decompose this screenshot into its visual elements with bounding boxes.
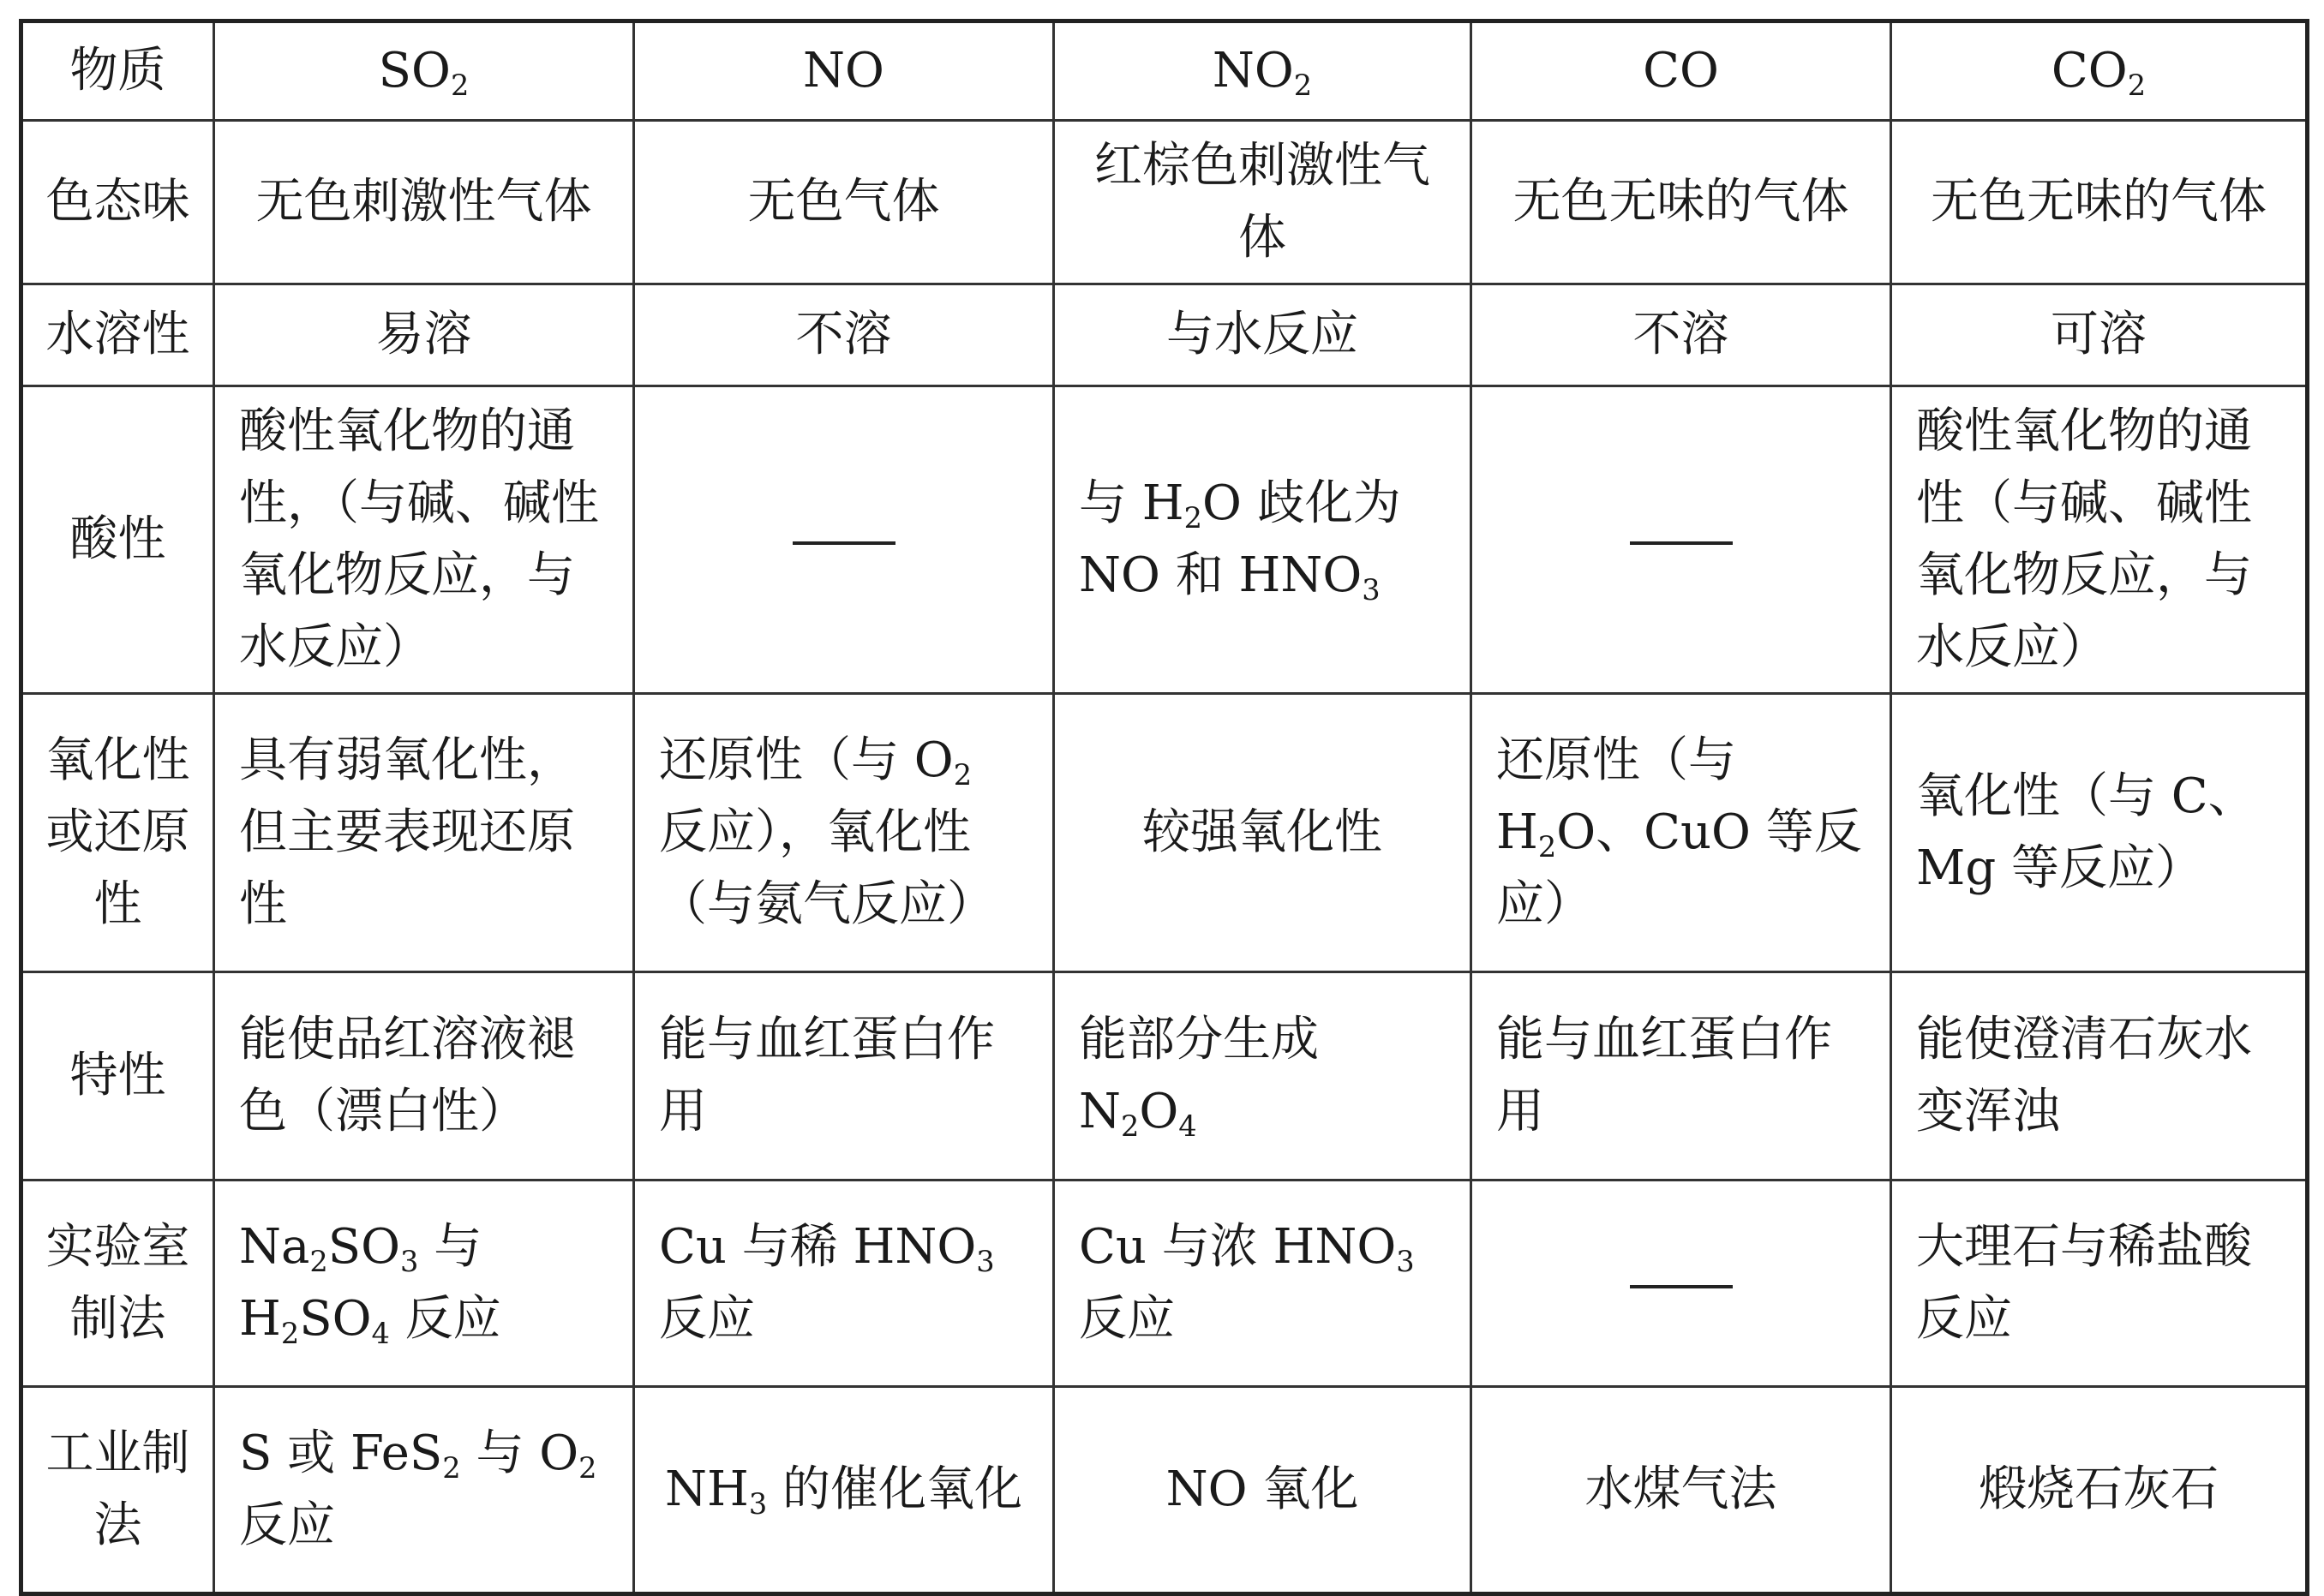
header-label-cell: 物质 bbox=[21, 21, 214, 121]
cell-ind-co2: 煅烧石灰石 bbox=[1891, 1387, 2308, 1594]
cell-feature-so2: 能使品红溶液褪色（漂白性） bbox=[214, 972, 634, 1181]
cell-redox-co2: 氧化性（与 C、Mg 等反应） bbox=[1891, 694, 2308, 972]
row-label-redox: 氧化性或还原性 bbox=[21, 694, 214, 972]
cell-lab-no: Cu 与稀 $HNO_3$ 反应 bbox=[634, 1181, 1054, 1387]
header-substance-co2: $CO_2$ bbox=[1891, 21, 2308, 121]
header-row bbox=[21, 21, 2308, 121]
cell-color-so2: 无色刺激性气体 bbox=[214, 121, 634, 284]
row-label-ind: 工业制法 bbox=[21, 1387, 214, 1594]
cell-lab-co2: 大理石与稀盐酸反应 bbox=[1891, 1181, 2308, 1387]
cell-color-co2: 无色无味的气体 bbox=[1891, 121, 2308, 284]
cell-sol-no2: 与水反应 bbox=[1054, 284, 1471, 386]
cell-feature-no2: 能部分生成 $N_2O_4$ bbox=[1054, 972, 1471, 1181]
cell-lab-co bbox=[1471, 1181, 1891, 1387]
cell-color-no: 无色气体 bbox=[634, 121, 1054, 284]
row-redox bbox=[21, 694, 2308, 972]
cell-ind-so2: S 或 FeS$_2$ 与 $O_2$ 反应 bbox=[214, 1387, 634, 1594]
row-ind bbox=[21, 1387, 2308, 1594]
row-color bbox=[21, 121, 2308, 284]
dash-mark bbox=[1630, 1285, 1733, 1288]
cell-acid-co bbox=[1471, 386, 1891, 694]
cell-redox-so2: 具有弱氧化性，但主要表现还原性 bbox=[214, 694, 634, 972]
cell-color-co: 无色无味的气体 bbox=[1471, 121, 1891, 284]
cell-acid-so2: 酸性氧化物的通性，（与碱、碱性氧化物反应，与水反应） bbox=[214, 386, 634, 694]
header-substance-co: CO bbox=[1471, 21, 1891, 121]
cell-lab-so2: $Na_2SO_3$ 与 $H_2SO_4$ 反应 bbox=[214, 1181, 634, 1387]
gas-properties-table bbox=[19, 19, 2309, 1596]
row-lab bbox=[21, 1181, 2308, 1387]
cell-color-no2: 红棕色刺激性气体 bbox=[1054, 121, 1471, 284]
cell-sol-co: 不溶 bbox=[1471, 284, 1891, 386]
row-label-sol: 水溶性 bbox=[21, 284, 214, 386]
header-substance-so2: $SO_2$ bbox=[214, 21, 634, 121]
cell-feature-co2: 能使澄清石灰水变浑浊 bbox=[1891, 972, 2308, 1181]
cell-ind-co: 水煤气法 bbox=[1471, 1387, 1891, 1594]
row-feature bbox=[21, 972, 2308, 1181]
cell-acid-co2: 酸性氧化物的通性（与碱、碱性氧化物反应，与水反应） bbox=[1891, 386, 2308, 694]
cell-lab-no2: Cu 与浓 $HNO_3$ 反应 bbox=[1054, 1181, 1471, 1387]
cell-acid-no2: 与 $H_2O$ 歧化为 NO 和 $HNO_3$ bbox=[1054, 386, 1471, 694]
dash-mark bbox=[1630, 541, 1733, 545]
row-label-feature: 特性 bbox=[21, 972, 214, 1181]
cell-redox-no2: 较强氧化性 bbox=[1054, 694, 1471, 972]
cell-ind-no2: NO 氧化 bbox=[1054, 1387, 1471, 1594]
row-sol bbox=[21, 284, 2308, 386]
header-substance-no2: $NO_2$ bbox=[1054, 21, 1471, 121]
row-label-acid: 酸性 bbox=[21, 386, 214, 694]
cell-feature-no: 能与血红蛋白作用 bbox=[634, 972, 1054, 1181]
dash-mark bbox=[793, 541, 895, 545]
row-label-color: 色态味 bbox=[21, 121, 214, 284]
cell-acid-no bbox=[634, 386, 1054, 694]
row-acid bbox=[21, 386, 2308, 694]
cell-sol-no: 不溶 bbox=[634, 284, 1054, 386]
gas-properties-table-container bbox=[19, 19, 2305, 1566]
cell-redox-no: 还原性（与 $O_2$ 反应），氧化性（与氨气反应） bbox=[634, 694, 1054, 972]
cell-sol-so2: 易溶 bbox=[214, 284, 634, 386]
cell-ind-no: $NH_3$ 的催化氧化 bbox=[634, 1387, 1054, 1594]
header-substance-no: NO bbox=[634, 21, 1054, 121]
cell-feature-co: 能与血红蛋白作用 bbox=[1471, 972, 1891, 1181]
cell-redox-co: 还原性（与 $H_2O$、CuO 等反应） bbox=[1471, 694, 1891, 972]
cell-sol-co2: 可溶 bbox=[1891, 284, 2308, 386]
row-label-lab: 实验室制法 bbox=[21, 1181, 214, 1387]
table-body bbox=[21, 21, 2308, 1594]
